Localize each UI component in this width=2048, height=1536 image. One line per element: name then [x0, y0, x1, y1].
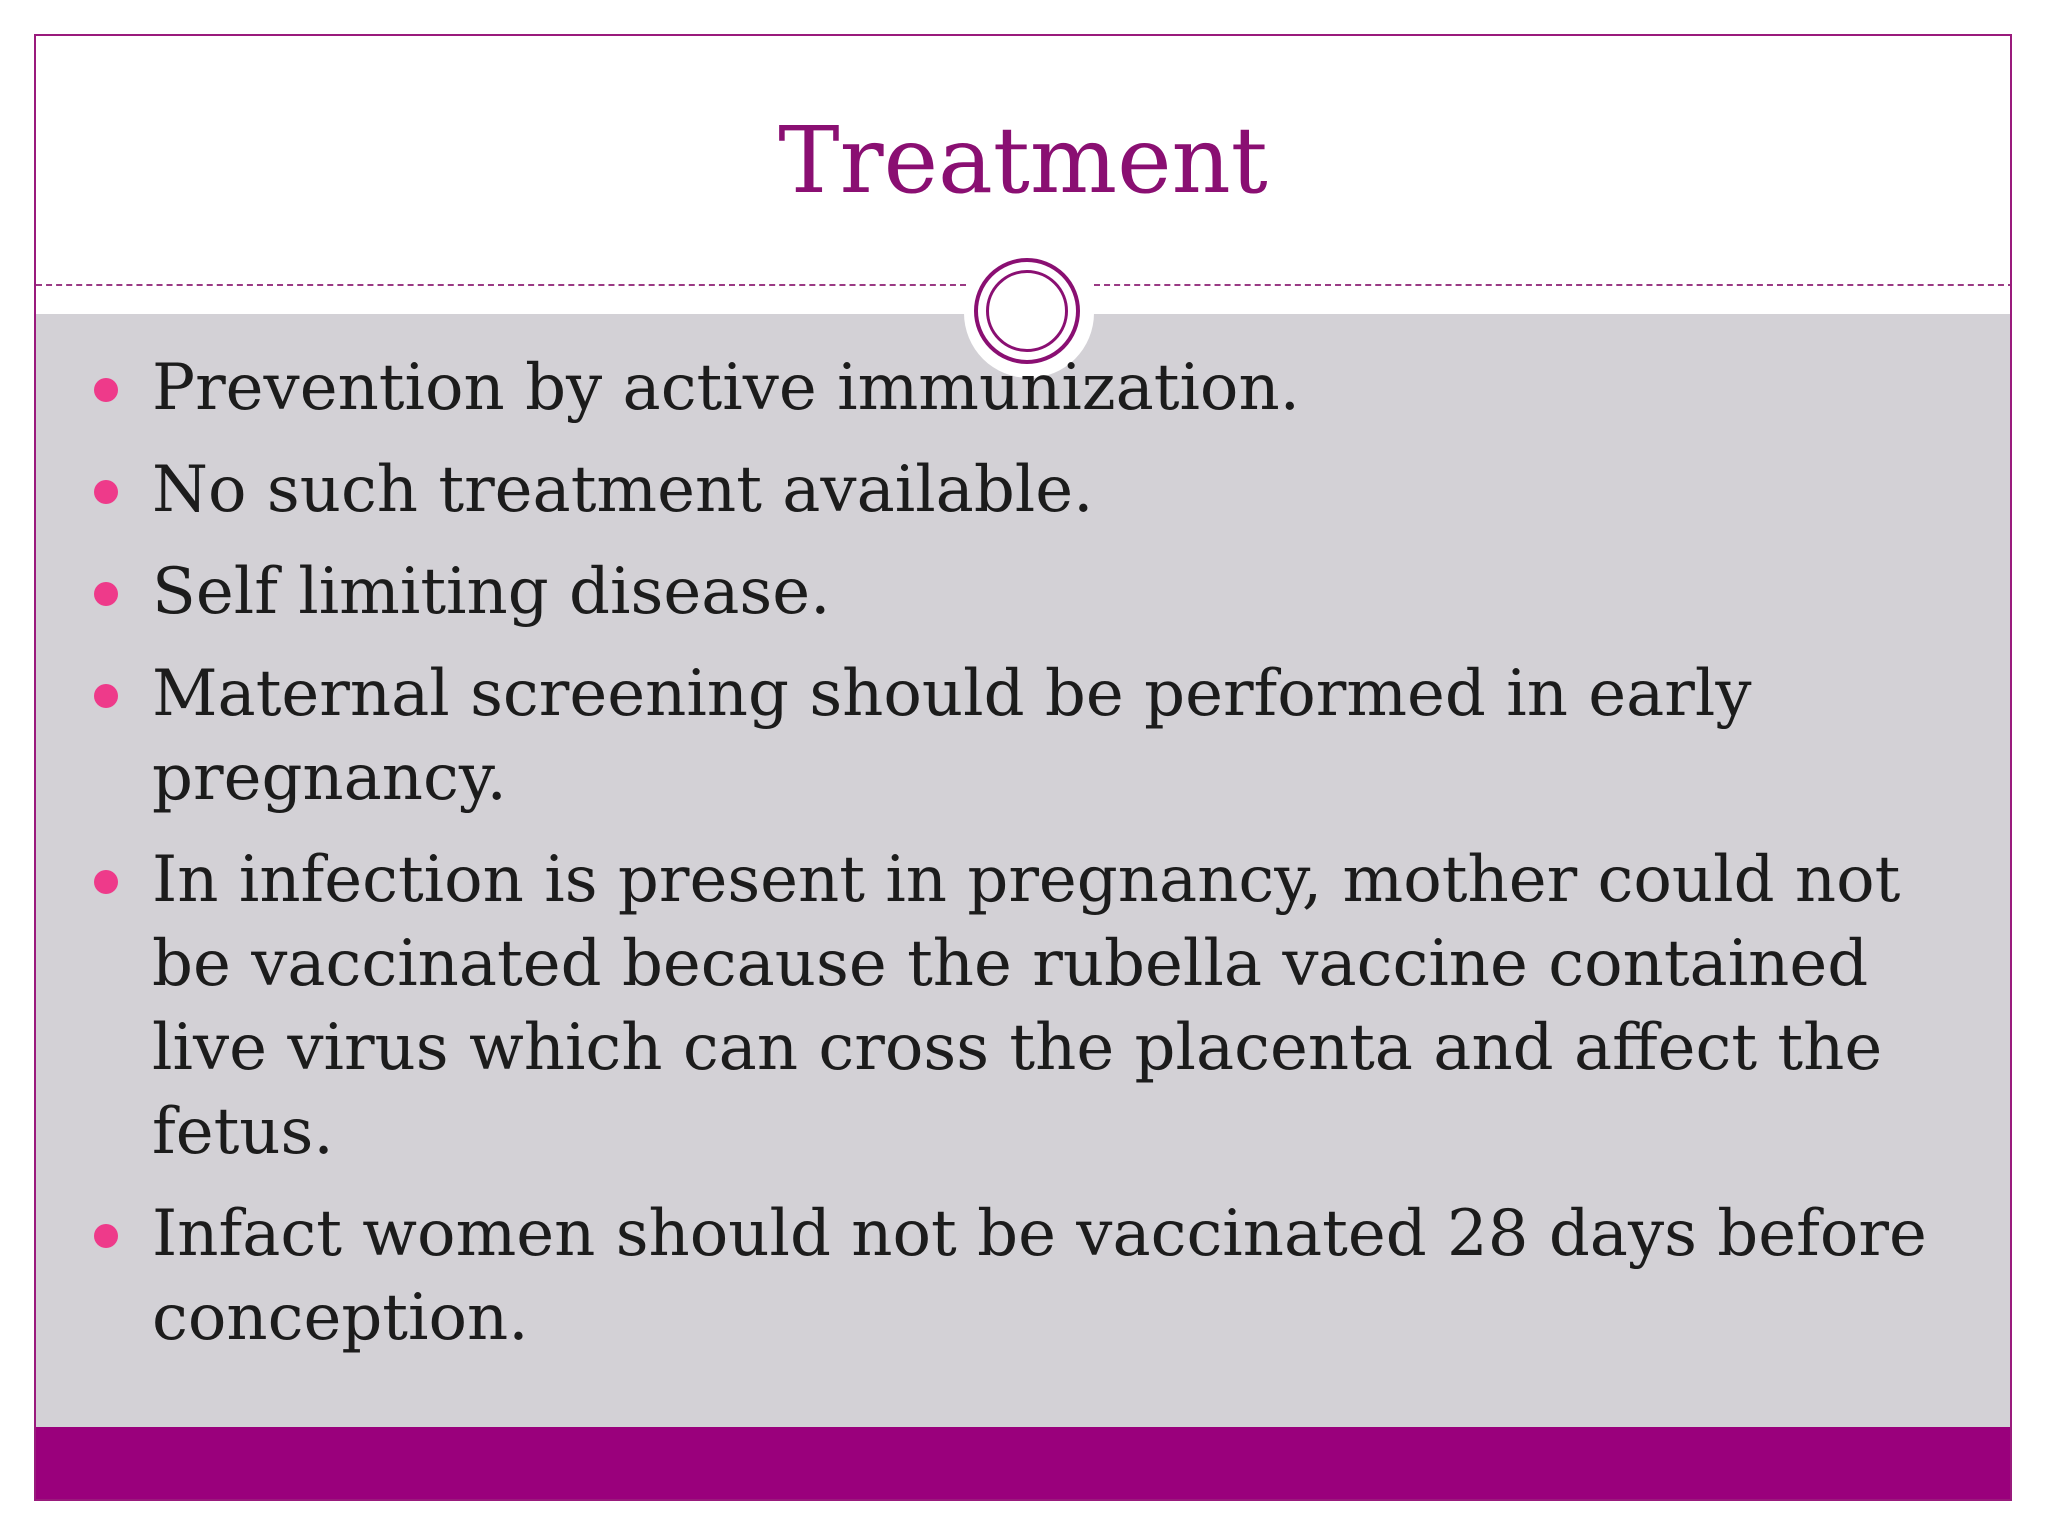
list-item [36, 838, 2010, 1174]
list-item [36, 448, 2010, 532]
slide-title: Treatment [778, 107, 1268, 214]
list-item [36, 652, 2010, 820]
title-divider-right [1094, 284, 2012, 286]
dot-icon [94, 1224, 118, 1248]
bullet-text: Maternal screening should be performed in early pregnancy. [152, 657, 1752, 815]
bullet-list [36, 346, 2010, 1378]
list-item [36, 1192, 2010, 1360]
inner-ring [986, 270, 1068, 352]
bullet-text: Infact women should not be vaccinated 28 days before conception. [152, 1197, 1927, 1355]
bullet-text: Self limiting disease. [152, 555, 831, 629]
dot-icon [94, 582, 118, 606]
footer-band [36, 1427, 2010, 1499]
title-divider-left [36, 284, 966, 286]
dot-icon [94, 480, 118, 504]
bullet-text: Prevention by active immunization. [152, 351, 1300, 425]
dot-icon [94, 870, 118, 894]
dot-icon [94, 684, 118, 708]
list-item [36, 346, 2010, 430]
bullet-text: No such treatment available. [152, 453, 1094, 527]
slide [34, 34, 2012, 1501]
bullet-text: In infection is present in pregnancy, mother could not be vaccinated because the rubella vaccine contained live virus which can cross the placenta and affect the fetus. [152, 843, 1901, 1169]
list-item [36, 550, 2010, 634]
dot-icon [94, 378, 118, 402]
